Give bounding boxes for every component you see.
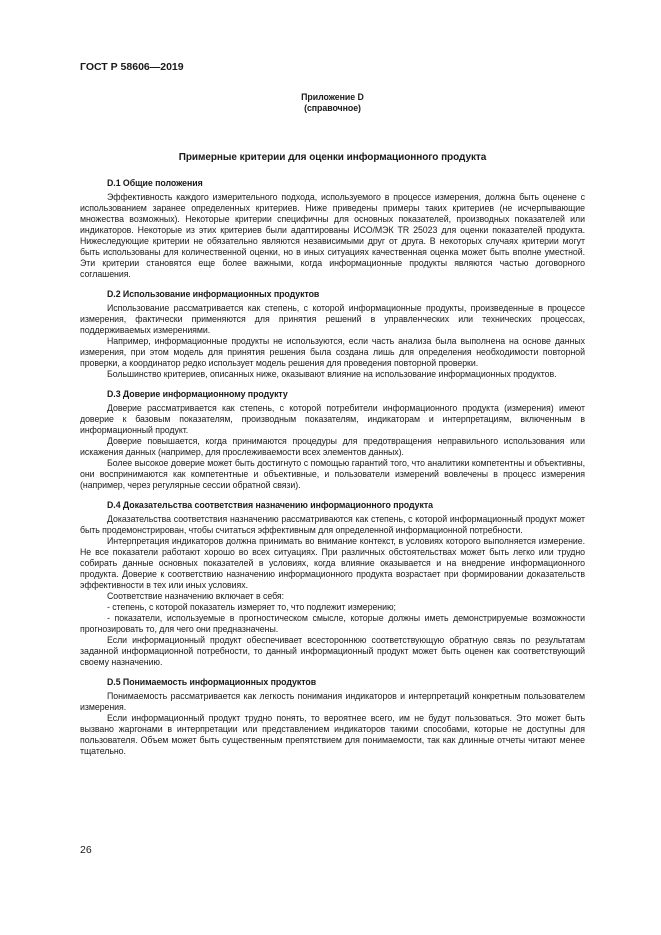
paragraph: Если информационный продукт обеспечивает всестороннюю соответствующую обратную связь по результатам заданной информационной потребности, то данный информационный продукт может быть оценен как соответствующий своему назначению. [80,635,585,667]
paragraph: Например, информационные продукты не используются, если часть анализа была выполнена на основе данных измерения, при этом модель для принятия решения была создана лишь для определения необходимости повторной проверки, а координатор редко использует модель решения для проведения повторной проверки. [80,336,585,368]
paragraph: Интерпретация индикаторов должна принимать во внимание контекст, в условиях которого выполняется измерение. Не все показатели работают хорошо во всех ситуациях. При различных обстоятельствах может быть легко или трудно собирать данные основных показателей в условиях, когда влияние оказывается и на внедрение информационного продукта. Доверие к соответствию назначению информационного продукта возрастает при формировании доказательств эффективности в тех или иных условиях. [80,536,585,590]
paragraph: Соответствие назначению включает в себя: [107,591,285,601]
section-heading: D.3 Доверие информационному продукту [107,389,288,399]
section-gap [80,380,585,389]
paragraph: Доказательства соответствия назначению рассматриваются как степень, с которой информационный продукт может быть продемонстрирован, чтобы считаться эффективным для определенной информационной потребности. [80,514,585,535]
paragraph: Эффективность каждого измерительного подхода, используемого в процессе измерения, должна быть оценене с использованием заранее определенных критериев. Ниже приведены примеры таких критериев (не исчерпывающие множества возможных). Некоторые критерии специфичны для основных показателей, производных показателей или индикаторов. Некоторые из этих критериев были адаптированы ИСО/МЭК TR 25023 для оценки показателей продукта. Нижеследующие критерии не обязательно являются независимыми друг от друга. В некоторых случаях критерии могут быть использованы для количественной оценки, но в иных ситуациях качественная оценка может быть вполне уместной. Эти критерии становятся еще более важными, когда информационные продукты являются частью договорного соглашения. [80,192,585,279]
page-number: 26 [80,844,92,856]
paragraph: - степень, с которой показатель измеряет то, что подлежит измерению; [107,602,396,612]
paragraph: Понимаемость рассматривается как легкость понимания индикаторов и интерпретаций конкретным пользователем измерения. [80,691,585,712]
appendix-label: Приложение D [301,92,364,102]
appendix-sublabel: (справочное) [304,103,361,113]
document-code: ГОСТ Р 58606—2019 [80,61,184,73]
section-heading: D.1 Общие положения [107,178,203,188]
section-heading: D.2 Использование информационных продуктов [107,289,320,299]
section-gap [80,280,585,289]
section-gap [80,668,585,677]
section-gap [80,491,585,500]
page-title: Примерные критерии для оценки информационного продукта [178,152,487,163]
paragraph: Доверие рассматривается как степень, с которой потребители информационного продукта (измерения) имеют доверие к базовым показателям, производным показателям, индикаторам и интерпретациям, включенным в информационный продукт. [80,403,585,435]
paragraph: - показатели, используемые в прогностическом смысле, которые должны иметь демонстрируемые возможности прогнозировать то, для чего они предназначены. [80,613,585,634]
paragraph: Доверие повышается, когда принимаются процедуры для предотвращения неправильного использования или искажения данных (например, для прослеживаемости всех элементов данных). [80,436,585,457]
paragraph: Использование рассматривается как степень, с которой информационные продукты, произведенные в процессе измерения, фактически применяются для принятия решений в управленческих или технических процессах, поддерживаемых измерениями. [80,303,585,335]
page-content [80,92,585,757]
sections-container [80,178,585,757]
paragraph: Большинство критериев, описанных ниже, оказывают влияние на использование информационных продуктов. [107,369,557,379]
paragraph: Если информационный продукт трудно понять, то вероятнее всего, им не будут пользоваться. Это может быть вызвано жаргонами в интерпретации или представлением индикаторов такими способами, которые не доступны для пользователя. Объем может быть существенным препятствием для понимаемости, так как длинные отчеты читают менее тщательно. [80,713,585,756]
paragraph: Более высокое доверие может быть достигнуто с помощью гарантий того, что аналитики компетентны и объективны, они воспринимаются как компетентные и объективные, и пользователи измерений вовлечены в процесс измерения (например, через регулярные сессии обратной связи). [80,458,585,490]
section-heading: D.4 Доказательства соответствия назначению информационного продукта [107,500,433,510]
section-heading: D.5 Понимаемость информационных продуктов [107,677,317,687]
